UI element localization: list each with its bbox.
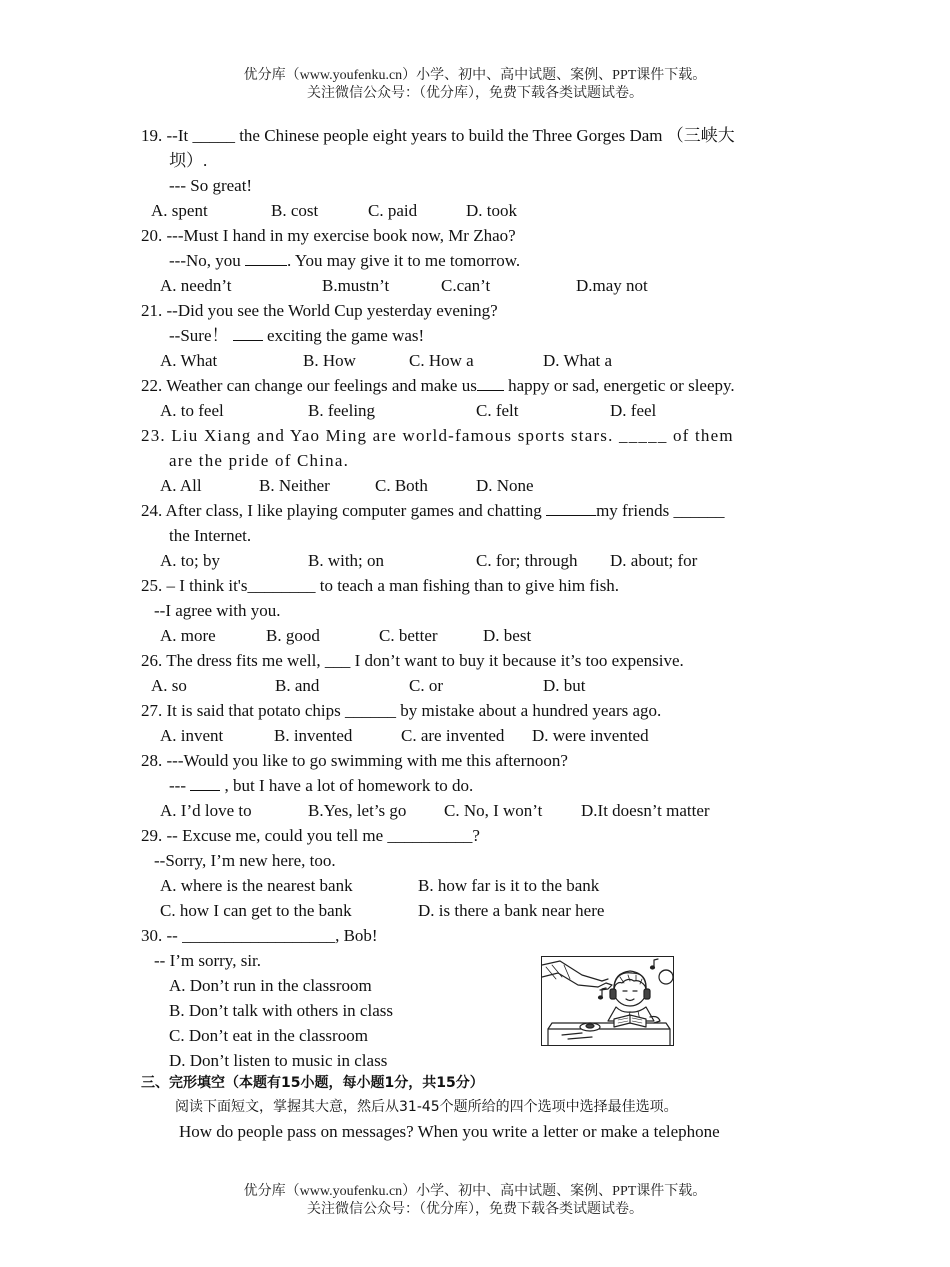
- q28-option-d: D.It doesn’t matter: [581, 801, 710, 820]
- q30-stem: 30. -- __________________, Bob!: [141, 926, 378, 945]
- q20-stem: 20. ---Must I hand in my exercise book now, Mr Zhao?: [141, 226, 516, 245]
- q20-option-b: B.mustn’t: [322, 276, 390, 295]
- q25-stem: 25. – I think it's________ to teach a man fishing than to give him fish.: [141, 576, 620, 595]
- q24-stem-cont: the Internet.: [169, 526, 252, 545]
- q22-option-c: C. felt: [476, 401, 519, 420]
- q21-reply-start: --Sure！: [169, 326, 233, 345]
- q30-option-b: B. Don’t talk with others in class: [169, 1001, 393, 1020]
- q22-option-d: D. feel: [610, 401, 657, 420]
- q21-option-a: A. What: [160, 351, 218, 370]
- q26-option-c: C. or: [409, 676, 443, 695]
- header-line-2: 关注微信公众号：（优分库），免费下载各类试题试卷。: [307, 86, 643, 101]
- q19-option-a: A. spent: [151, 201, 208, 220]
- q19-option-c: C. paid: [368, 201, 418, 220]
- q26-stem: 26. The dress fits me well, ___ I don’t want to buy it because it’s too expensive.: [141, 651, 684, 670]
- q30-option-c: C. Don’t eat in the classroom: [169, 1026, 368, 1045]
- q22-blank: [477, 376, 504, 391]
- q21-reply: [169, 326, 424, 346]
- q22-stem-start: 22. Weather can change our feelings and make us: [141, 376, 477, 395]
- q24-option-c: C. for; through: [476, 551, 578, 570]
- q28-reply: [169, 776, 473, 796]
- q25-option-d: D. best: [483, 626, 532, 645]
- q20-option-c: C.can’t: [441, 276, 491, 295]
- q27-stem: 27. It is said that potato chips ______ by mistake about a hundred years ago.: [141, 701, 662, 720]
- q21-option-d: D. What a: [543, 351, 613, 370]
- q26-option-b: B. and: [275, 676, 320, 695]
- q21-option-b: B. How: [303, 351, 356, 370]
- q21-stem: 21. --Did you see the World Cup yesterday evening?: [141, 301, 498, 320]
- q28-blank: [190, 776, 220, 791]
- q21-blank: [233, 326, 263, 341]
- q20-option-a: A. needn’t: [160, 276, 232, 295]
- page-footer: [0, 1183, 950, 1219]
- q28-option-b: B.Yes, let’s go: [308, 801, 407, 820]
- q29-option-a: A. where is the nearest bank: [160, 876, 353, 895]
- q29-stem: 29. -- Excuse me, could you tell me __________?: [141, 826, 480, 845]
- q19-stem: 19. --It _____ the Chinese people eight years to build the Three Gorges Dam （三峡大: [141, 126, 735, 145]
- q30-option-a: A. Don’t run in the classroom: [169, 976, 372, 995]
- q23-option-b: B. Neither: [259, 476, 330, 495]
- q23-stem-cont: are the pride of China.: [169, 451, 350, 470]
- q23-option-d: D. None: [476, 476, 534, 495]
- q22-stem: [141, 376, 735, 396]
- q27-option-a: A. invent: [160, 726, 224, 745]
- q28-stem: 28. ---Would you like to go swimming with me this afternoon?: [141, 751, 568, 770]
- q22-option-a: A. to feel: [160, 401, 224, 420]
- q20-reply: [169, 251, 520, 271]
- q25-option-a: A. more: [160, 626, 216, 645]
- header-line-1: 优分库（www.youfenku.cn）小学、初中、高中试题、案例、PPT课件下载。: [243, 68, 707, 83]
- q23-option-a: A. All: [160, 476, 202, 495]
- q24-option-b: B. with; on: [308, 551, 385, 570]
- q19-stem-cont: 坝）.: [169, 151, 208, 170]
- q20-option-d: D.may not: [576, 276, 648, 295]
- section-3-title: 三、完形填空（本题有15小题，每小题1分，共15分）: [141, 1075, 484, 1091]
- q28-option-a: A. I’d love to: [160, 801, 252, 820]
- q30-option-d: D. Don’t listen to music in class: [169, 1051, 388, 1070]
- q22-stem-end: happy or sad, energetic or sleepy.: [503, 376, 735, 395]
- q24-blank: [546, 501, 596, 516]
- q20-blank: [245, 251, 287, 266]
- q19-option-b: B. cost: [271, 201, 319, 220]
- page-header: [0, 67, 950, 103]
- q22-option-b: B. feeling: [308, 401, 376, 420]
- q28-reply-end: , but I have a lot of homework to do.: [220, 776, 474, 795]
- section-3-instruction: 阅读下面短文，掌握其大意，然后从31-45个题所给的四个选项中选择最佳选项。: [175, 1099, 678, 1115]
- section-3-passage: How do people pass on messages? When you write a letter or make a telephone: [179, 1122, 720, 1141]
- q29-reply: --Sorry, I’m new here, too.: [154, 851, 336, 870]
- footer-line-1: 优分库（www.youfenku.cn）小学、初中、高中试题、案例、PPT课件下载。: [243, 1184, 707, 1199]
- q29-option-b: B. how far is it to the bank: [418, 876, 600, 895]
- q29-option-c: C. how I can get to the bank: [160, 901, 352, 920]
- q24-stem: [141, 501, 725, 521]
- q27-option-b: B. invented: [274, 726, 353, 745]
- q20-reply-start: ---No, you: [169, 251, 246, 270]
- q27-option-c: C. are invented: [401, 726, 505, 745]
- q23-option-c: C. Both: [375, 476, 428, 495]
- q25-option-c: C. better: [379, 626, 438, 645]
- q27-option-d: D. were invented: [532, 726, 649, 745]
- q24-stem-start: 24. After class, I like playing computer games and chatting: [141, 501, 547, 520]
- q25-option-b: B. good: [266, 626, 320, 645]
- q29-option-d: D. is there a bank near here: [418, 901, 605, 920]
- q24-option-a: A. to; by: [160, 551, 220, 570]
- q25-reply: --I agree with you.: [154, 601, 281, 620]
- q19-reply: --- So great!: [169, 176, 253, 195]
- q26-option-d: D. but: [543, 676, 586, 695]
- footer-line-2: 关注微信公众号：（优分库），免费下载各类试题试卷。: [307, 1202, 643, 1217]
- q21-option-c: C. How a: [409, 351, 474, 370]
- q19-option-d: D. took: [466, 201, 517, 220]
- q26-option-a: A. so: [151, 676, 187, 695]
- q30-reply: -- I’m sorry, sir.: [154, 951, 262, 970]
- q21-reply-end: exciting the game was!: [262, 326, 425, 345]
- q20-reply-end: . You may give it to me tomorrow.: [287, 251, 521, 270]
- q28-option-c: C. No, I won’t: [444, 801, 543, 820]
- q24-option-d: D. about; for: [610, 551, 698, 570]
- q24-stem-end: my friends ______: [596, 501, 725, 520]
- q30-illustration: [541, 956, 674, 1046]
- student-listening-music-illustration: [542, 957, 673, 1045]
- q23-stem: 23. Liu Xiang and Yao Ming are world-famous sports stars. _____ of them: [141, 426, 734, 445]
- q28-reply-start: ---: [169, 776, 191, 795]
